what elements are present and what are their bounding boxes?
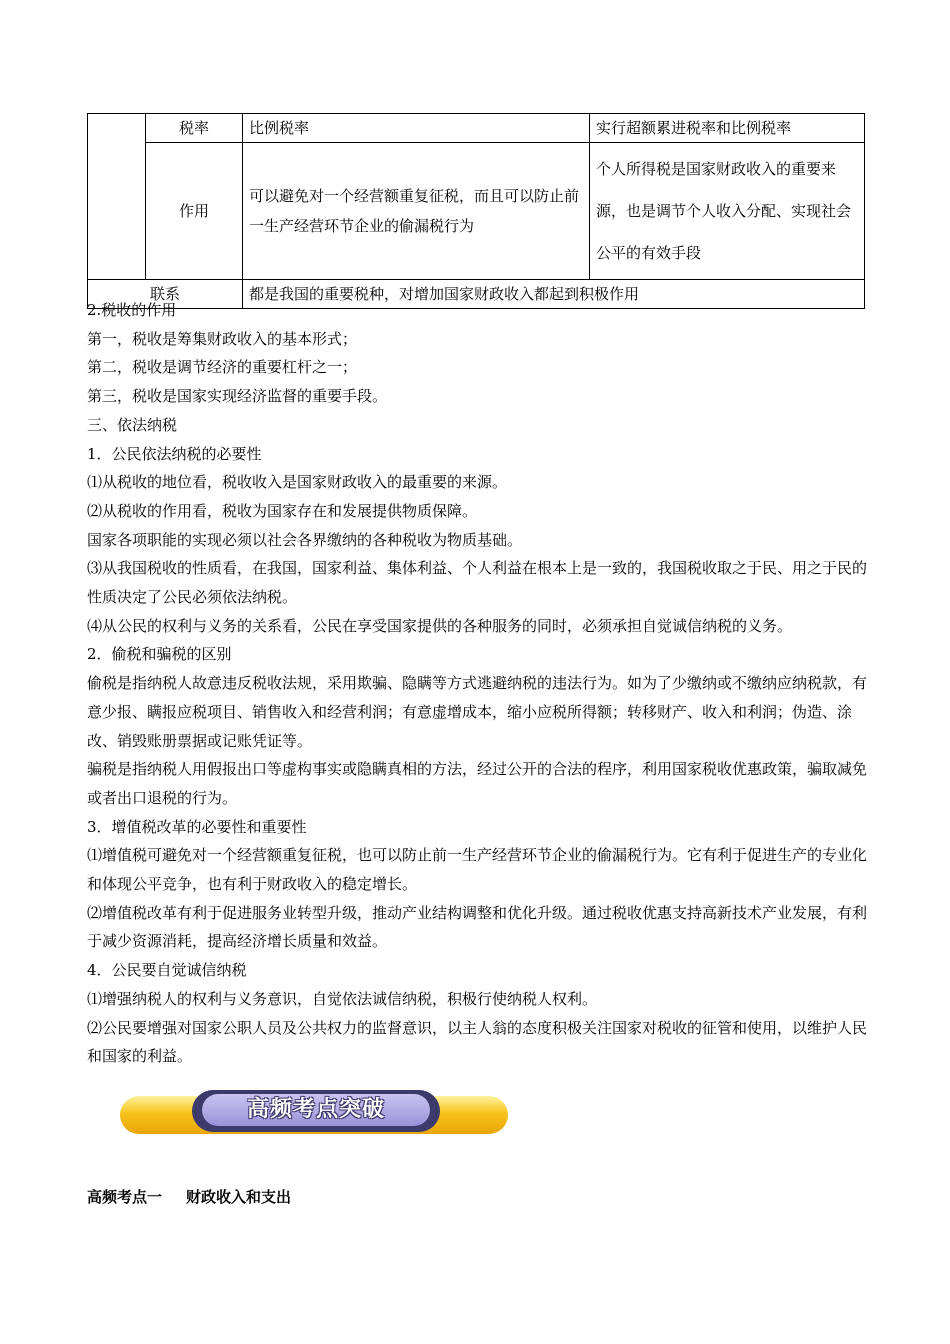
paragraph: ⑶从我国税收的性质看，在我国，国家利益、集体利益、个人利益在根本上是一致的，我国税收取之于民、用之于民的性质决定了公民必须依法纳税。 [87, 559, 868, 607]
paragraph: ⑷从公民的权利与义务的关系看，公民在享受国家提供的各种服务的同时，必须承担自觉诚信纳税的义务。 [87, 616, 793, 635]
paragraph: 2.税收的作用 [87, 301, 177, 319]
paragraph: ⑵增值税改革有利于促进服务业转型升级，推动产业结构调整和优化升级。通过税收优惠支持高新技术产业发展，有利于减少资源消耗，提高经济增长质量和效益。 [87, 903, 868, 951]
paragraph: 三、依法纳税 [87, 415, 178, 434]
section-heading [87, 1186, 291, 1207]
paragraph: 偷税是指纳税人故意违反税收法规，采用欺骗、隐瞒等方式逃避纳税的违法行为。如为了少缴纳或不缴纳应纳税款，有意少报、瞒报应税项目、销售收入和经营利润；有意虚增成本，缩小应税所得额；转移财产、收入和利润；伪造、涂改、销毁账册票据或记账凭证等。 [87, 674, 868, 750]
link-label: 联系 [88, 280, 243, 309]
heading-label: 高频考点一 [87, 1188, 163, 1206]
role-label: 作用 [146, 143, 243, 280]
banner-title: 高频考点突破 [246, 1097, 385, 1122]
paragraph: 国家各项职能的实现必须以社会各界缴纳的各种税收为物质基础。 [87, 530, 523, 549]
link-text: 都是我国的重要税种，对增加国家财政收入都起到积极作用 [243, 280, 865, 309]
rate-value-vat: 比例税率 [243, 114, 590, 143]
paragraph: ⑵公民要增强对国家公职人员及公共权力的监督意识，以主人翁的态度积极关注国家对税收的征管和使用，以维护人民和国家的利益。 [87, 1018, 868, 1066]
section-banner [120, 1088, 508, 1136]
paragraph: 1．公民依法纳税的必要性 [87, 444, 262, 463]
paragraph: 第一，税收是筹集财政收入的基本形式； [87, 329, 358, 348]
paragraph: ⑵从税收的作用看，税收为国家存在和发展提供物质保障。 [87, 501, 478, 520]
paragraph: ⑴从税收的地位看，税收收入是国家财政收入的最重要的来源。 [87, 473, 508, 492]
paragraph: ⑴增值税可避免对一个经营额重复征税，也可以防止前一生产经营环节企业的偷漏税行为。它有利于促进生产的专业化和体现公平竞争，也有利于财政收入的稳定增长。 [87, 846, 868, 894]
paragraph: 2．偷税和骗税的区别 [87, 645, 232, 664]
rate-label: 税率 [146, 114, 243, 143]
paragraph: 第二，税收是调节经济的重要杠杆之一； [87, 358, 358, 377]
body-text [87, 296, 867, 1071]
paragraph: 3．增值税改革的必要性和重要性 [87, 817, 307, 836]
table-row [88, 143, 865, 280]
role-value-vat: 可以避免对一个经营额重复征税，而且可以防止前一生产经营环节企业的偷漏税行为 [243, 143, 590, 280]
table-cell-empty [88, 114, 146, 280]
rate-value-income: 实行超额累进税率和比例税率 [590, 114, 865, 143]
table-row [88, 114, 865, 143]
paragraph: 骗税是指纳税人用假报出口等虚构事实或隐瞒真相的方法，经过公开的合法的程序，利用国家税收优惠政策，骗取减免或者出口退税的行为。 [87, 760, 868, 807]
heading-title: 财政收入和支出 [186, 1188, 292, 1206]
paragraph: 第三，税收是国家实现经济监督的重要手段。 [87, 387, 388, 406]
paragraph: ⑴增强纳税人的权利与义务意识，自觉依法诚信纳税，积极行使纳税人权利。 [87, 989, 598, 1008]
paragraph: 4．公民要自觉诚信纳税 [87, 961, 247, 980]
role-value-income: 个人所得税是国家财政收入的重要来源，也是调节个人收入分配、实现社会公平的有效手段 [590, 143, 865, 280]
tax-comparison-table [87, 113, 865, 309]
